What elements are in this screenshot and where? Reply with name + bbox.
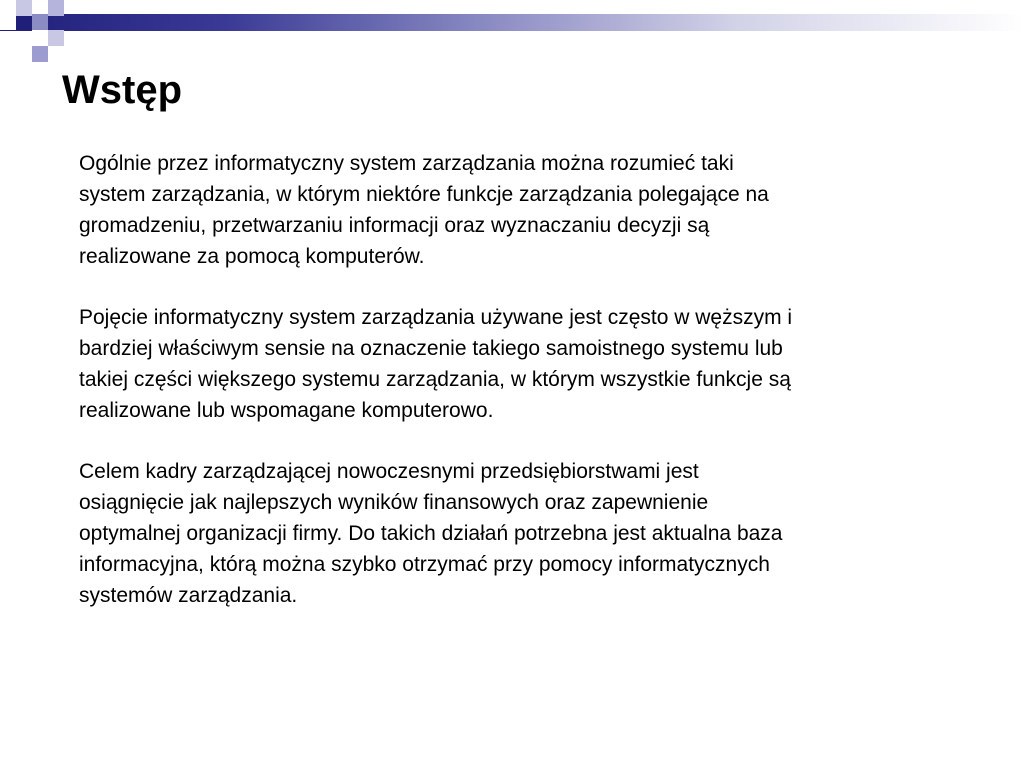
decor-square: [48, 0, 64, 16]
paragraph-1: Ogólnie przez informatyczny system zarządzania można rozumieć taki system zarządzania, w którym niektóre funkcje zarządzania polegające na gromadzeniu, przetwarzaniu informacji oraz wyznaczaniu decyzji są realizowane za pomocą komputerów.: [79, 152, 769, 268]
paragraph-3: Celem kadry zarządzającej nowoczesnymi przedsiębiorstwami jest osiągnięcie jak najlepszych wyników finansowych oraz zapewnienie optymalnej organizacji firmy. Do takich działań potrzebna jest aktualna baza informacyjna, którą można szybko otrzymać przy pomocy informatycznych systemów zarządzania.: [79, 460, 783, 607]
decor-square: [16, 0, 32, 16]
decor-square: [32, 30, 48, 46]
slide-body: [79, 148, 979, 641]
decor-square: [32, 46, 48, 62]
header-gradient-bar: [0, 14, 1024, 31]
decor-square: [48, 30, 64, 46]
slide-title: Wstęp: [62, 68, 182, 112]
decor-square: [16, 14, 32, 30]
decor-square: [32, 14, 48, 30]
decor-square: [0, 14, 16, 30]
paragraph-2: Pojęcie informatyczny system zarządzania używane jest często w węższym i bardziej właściwym sensie na oznaczenie takiego samoistnego systemu lub takiej części większego systemu zarządzania, w którym wszystkie funkcje są realizowane lub wspomagane komputerowo.: [79, 306, 793, 422]
